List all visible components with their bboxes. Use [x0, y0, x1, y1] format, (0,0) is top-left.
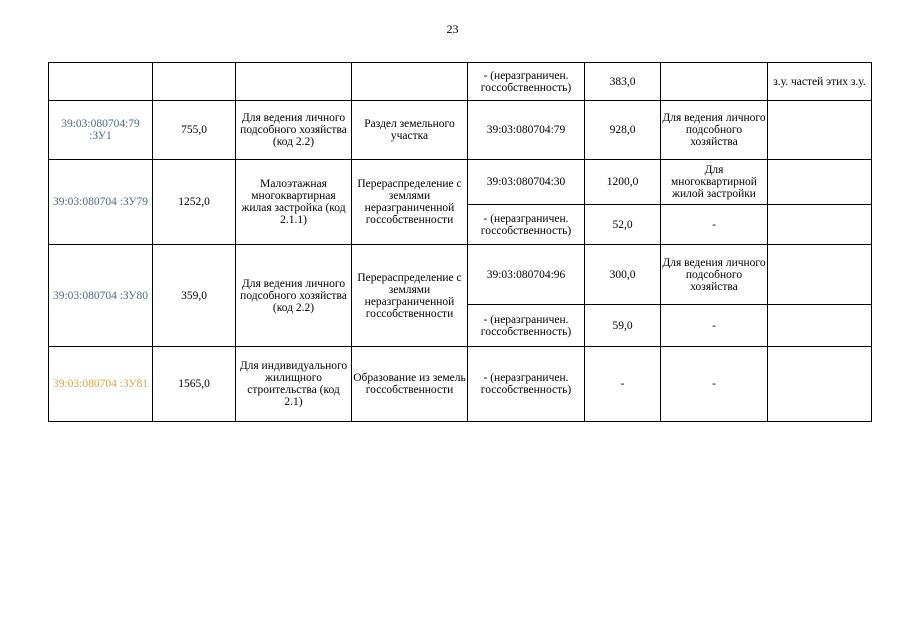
land-plots-table: [48, 62, 872, 422]
plot-area-cell: [153, 63, 236, 101]
note-cell: [768, 205, 872, 245]
plot-area-cell: 1565,0: [153, 347, 236, 422]
source-area-cell: 59,0: [585, 305, 661, 347]
formation-method-cell: Раздел земельного участка: [352, 101, 468, 160]
source-area-cell: 1200,0: [585, 160, 661, 205]
plot-id-cell: 39:03:080704 :ЗУ79: [49, 160, 153, 245]
permitted-use-cell: Для ведения личного подсобного хозяйства (код 2.2): [236, 245, 352, 347]
source-use-cell: [661, 63, 768, 101]
note-cell: [768, 305, 872, 347]
source-area-cell: 52,0: [585, 205, 661, 245]
plot-id-cell: 39:03:080704 :ЗУ80: [49, 245, 153, 347]
source-plot-cell: 39:03:080704:96: [468, 245, 585, 305]
note-cell: [768, 347, 872, 422]
plot-area-cell: 755,0: [153, 101, 236, 160]
source-use-cell: Для многоквартирной жилой застройки: [661, 160, 768, 205]
source-plot-cell: - (неразграничен. госсобственность): [468, 205, 585, 245]
plot-id-cell: [49, 63, 153, 101]
table-row: [49, 160, 872, 205]
source-area-cell: -: [585, 347, 661, 422]
note-cell: з.у. частей этих з.у.: [768, 63, 872, 101]
plot-area-cell: 1252,0: [153, 160, 236, 245]
source-use-cell: -: [661, 347, 768, 422]
note-cell: [768, 101, 872, 160]
formation-method-cell: Перераспределение с землями неразграниченной госсобственности: [352, 245, 468, 347]
source-use-cell: -: [661, 205, 768, 245]
plot-area-cell: 359,0: [153, 245, 236, 347]
table-row: [49, 245, 872, 305]
formation-method-cell: Образование из земель госсобственности: [352, 347, 468, 422]
source-use-cell: -: [661, 305, 768, 347]
permitted-use-cell: Для индивидуального жилищного строительства (код 2.1): [236, 347, 352, 422]
formation-method-cell: [352, 63, 468, 101]
source-plot-cell: 39:03:080704:79: [468, 101, 585, 160]
source-plot-cell: - (неразграничен. госсобственность): [468, 63, 585, 101]
table-row: [49, 63, 872, 101]
page-number: 23: [446, 22, 459, 36]
plot-id-cell: 39:03:080704:79 :ЗУ1: [49, 101, 153, 160]
note-cell: [768, 245, 872, 305]
source-area-cell: 383,0: [585, 63, 661, 101]
permitted-use-cell: Для ведения личного подсобного хозяйства (код 2.2): [236, 101, 352, 160]
permitted-use-cell: Малоэтажная многоквартирная жилая застройка (код 2.1.1): [236, 160, 352, 245]
source-plot-cell: - (неразграничен. госсобственность): [468, 347, 585, 422]
table-row: [49, 101, 872, 160]
source-plot-cell: 39:03:080704:30: [468, 160, 585, 205]
formation-method-cell: Перераспределение с землями неразграниченной госсобственности: [352, 160, 468, 245]
source-area-cell: 300,0: [585, 245, 661, 305]
permitted-use-cell: [236, 63, 352, 101]
source-use-cell: Для ведения личного подсобного хозяйства: [661, 245, 768, 305]
table-row: [49, 347, 872, 422]
plot-id-cell: 39:03:080704 :ЗУ81: [49, 347, 153, 422]
source-use-cell: Для ведения личного подсобного хозяйства: [661, 101, 768, 160]
source-plot-cell: - (неразграничен. госсобственность): [468, 305, 585, 347]
note-cell: [768, 160, 872, 205]
source-area-cell: 928,0: [585, 101, 661, 160]
